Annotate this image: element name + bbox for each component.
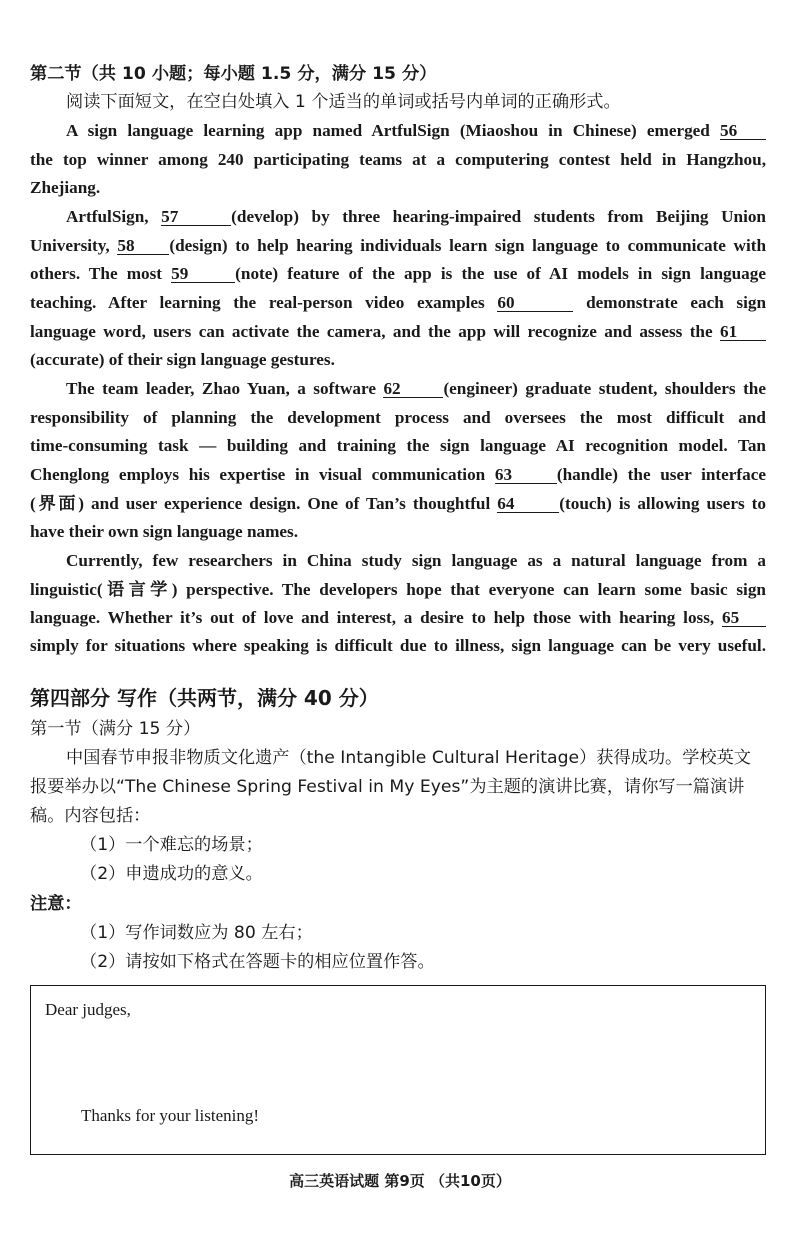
blank-56: 56 <box>720 122 766 140</box>
section2-instruction: 阅读下面短文，在空白处填入 1 个适当的单词或括号内单词的正确形式。 <box>66 92 621 112</box>
passage-line: simply for situations where speaking is difficult due to illness, sign language can be very useful. <box>30 636 766 655</box>
section2-heading: 第二节（共 10 小题；每小题 1.5 分，满分 15 分） <box>30 64 437 84</box>
answer-format-box <box>30 985 766 1155</box>
passage-line: language. Whether it’s out of love and interest, a desire to help those with hearing loss, 65 <box>30 608 766 628</box>
note-item-2: （2）请按如下格式在答题卡的相应位置作答。 <box>80 952 435 972</box>
passage-line: Chenglong employs his expertise in visual communication 63 (handle) the user interface <box>30 465 766 484</box>
passage-line: have their own sign language names. <box>30 522 299 541</box>
passage-line: teaching. After learning the real-person video examples 60 demonstrate each sign <box>30 293 767 312</box>
closing: Thanks for your listening! <box>81 1106 259 1125</box>
content-item-2: （2）申遗成功的意义。 <box>80 864 263 884</box>
passage-line: Currently, few researchers in China study sign language as a natural language from a <box>66 551 766 570</box>
blank-60: 60 <box>497 294 573 312</box>
blank-58: 58 <box>117 237 169 255</box>
passage-line: (界面) and user experience design. One of Tan’s thoughtful 64 (touch) is allowing users to <box>30 494 766 513</box>
passage-line: University, 58 (design) to help hearing individuals learn sign language to communicate with <box>30 236 767 255</box>
blank-65: 65 <box>722 609 766 627</box>
writing-prompt: 中国春节申报非物质文化遗产（the Intangible Cultural Heritage）获得成功。学校英文 <box>66 748 751 768</box>
passage-line: the top winner among 240 participating teams at a computering contest held in Hangzhou, <box>30 150 766 169</box>
section1-heading: 第一节（满分 15 分） <box>30 719 201 739</box>
passage-line: language word, users can activate the camera, and the app will recognize and assess the 61 <box>30 322 766 342</box>
page-footer: 高三英语试题 第9页 （共10页） <box>289 1172 511 1190</box>
passage-line: linguistic(语言学) perspective. The developers hope that everyone can learn some basic sign <box>30 580 766 599</box>
writing-prompt: 报要举办以“The Chinese Spring Festival in My Eyes”为主题的演讲比赛，请你写一篇演讲 <box>30 777 745 797</box>
passage-line: others. The most 59 (note) feature of the app is the use of AI models in sign language <box>30 264 766 283</box>
blank-57: 57 <box>161 208 231 226</box>
passage-line: A sign language learning app named ArtfulSign (Miaoshou in Chinese) emerged 56 <box>66 121 766 141</box>
writing-prompt: 稿。内容包括： <box>30 806 151 826</box>
blank-64: 64 <box>497 495 559 513</box>
passage-line: time-consuming task — building and training the sign language AI recognition model. Tan <box>30 436 766 455</box>
blank-61: 61 <box>720 323 766 341</box>
passage-line: (accurate) of their sign language gestures. <box>30 350 335 369</box>
blank-59: 59 <box>171 265 235 283</box>
greeting: Dear judges, <box>45 1000 131 1019</box>
passage-line: Zhejiang. <box>30 178 101 197</box>
blank-63: 63 <box>495 466 557 484</box>
passage-line: ArtfulSign, 57 (develop) by three hearing-impaired students from Beijing Union <box>66 207 766 226</box>
note-label: 注意： <box>30 894 82 914</box>
passage-line: responsibility of planning the development process and oversees the most difficult and <box>30 408 766 427</box>
part4-heading: 第四部分 写作（共两节，满分 40 分） <box>30 686 379 710</box>
passage-line: The team leader, Zhao Yuan, a software 62 (engineer) graduate student, shoulders the <box>66 379 766 398</box>
content-item-1: （1）一个难忘的场景； <box>80 835 263 855</box>
note-item-1: （1）写作词数应为 80 左右； <box>80 923 313 943</box>
blank-62: 62 <box>383 380 443 398</box>
